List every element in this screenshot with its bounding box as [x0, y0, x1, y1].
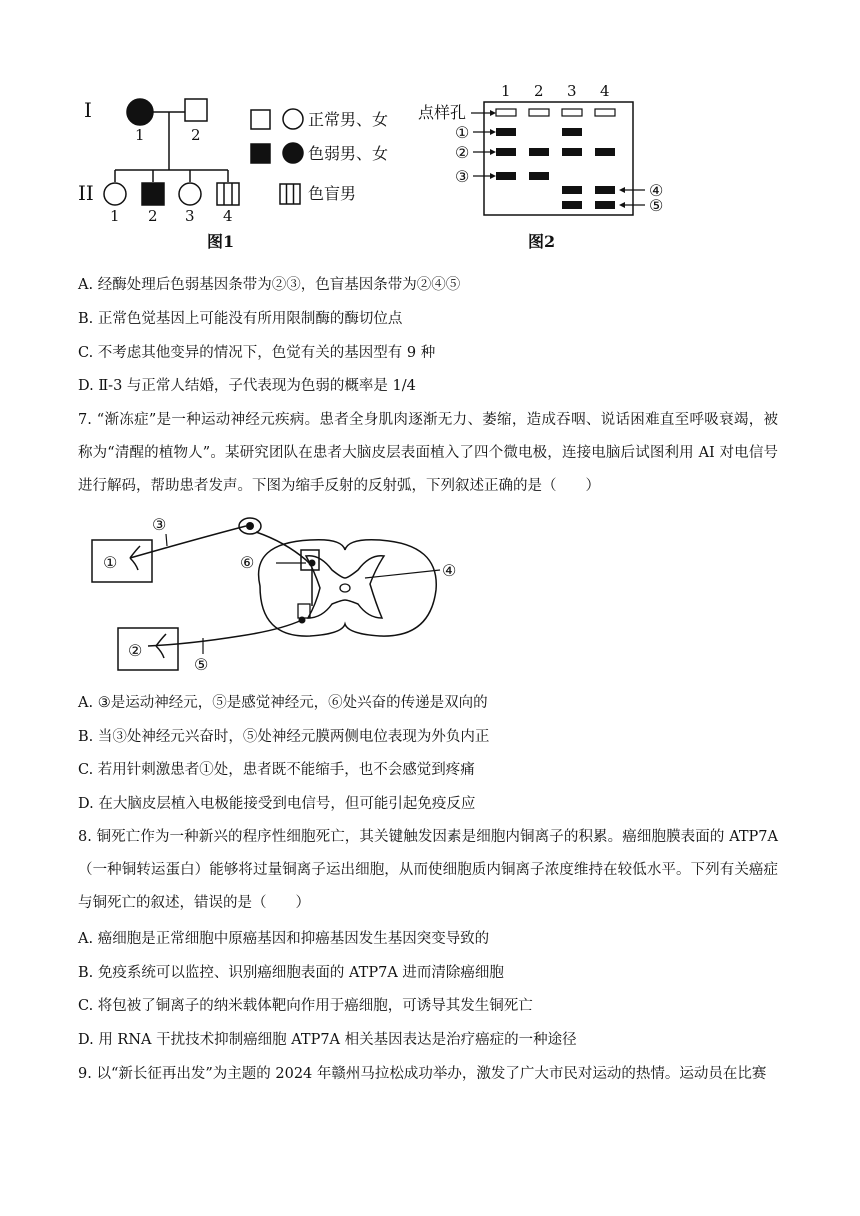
q8-stem: 8. 铜死亡作为一种新兴的程序性细胞死亡，其关键触发因素是细胞内铜离子的积累。癌细胞膜表面的 ATP7A（一种铜转运蛋白）能够将过量铜离子运出细胞，从而使细胞质内铜离子浓度维持在较低水平。下列有关癌症与铜死亡的叙述，错误的是（ ）	[78, 829, 778, 911]
effector-box	[118, 628, 178, 670]
pedigree-II-2-weak-male	[142, 183, 164, 205]
q6-option-a: A. 经酶处理后色弱基因条带为②③，色盲基因条带为②④⑤	[78, 277, 461, 293]
band-label-4: ④	[649, 181, 664, 200]
pedigree-num-II-4: 4	[223, 207, 233, 225]
q9-stem: 9. 以“新长征再出发”为主题的 2024 年赣州马拉松成功举办，激发了广大市民对运动的热情。运动员在比赛	[78, 1066, 767, 1082]
band-lane1-2	[496, 148, 516, 156]
lane-number-1: 1	[501, 82, 511, 100]
legend-weak-label: 色弱男、女	[308, 144, 389, 163]
lane-number-2: 2	[534, 82, 544, 100]
label-3: ③	[152, 515, 167, 534]
receptor-box	[92, 540, 152, 582]
q6-option-c: C. 不考虑其他变异的情况下，色觉有关的基因型有 9 种	[78, 345, 436, 361]
sensory-neuron	[130, 526, 246, 558]
legend-blind-male-symbol	[280, 184, 300, 204]
label-1: ①	[103, 553, 118, 572]
band-lane4-4	[595, 186, 615, 194]
band-lane4-2	[595, 148, 615, 156]
legend-normal-label: 正常男、女	[308, 110, 389, 129]
band-lane1-3	[496, 172, 516, 180]
q8-option-c: C. 将包被了铜离子的纳米载体靶向作用于癌细胞，可诱导其发生铜死亡	[78, 998, 533, 1014]
legend-blind-label: 色盲男	[308, 184, 357, 203]
pedigree-figure	[70, 85, 430, 255]
band-label-2: ②	[455, 143, 470, 162]
arrow-head	[490, 173, 496, 179]
legend-weak-male-symbol	[251, 144, 270, 163]
q7-option-d: D. 在大脑皮层植入电极能接受到电信号，但可能引起免疫反应	[78, 796, 476, 812]
pedigree-II-3-normal-female	[179, 183, 201, 205]
pedigree-I-2-normal-male	[185, 99, 207, 121]
pointer-3	[166, 534, 167, 546]
pedigree-num-II-3: 3	[185, 207, 195, 225]
label-6: ⑥	[240, 553, 255, 572]
legend-normal-male-symbol	[251, 110, 270, 129]
arrow-head	[490, 110, 496, 116]
spinal-cord-outline	[259, 540, 437, 636]
synapse-box	[301, 550, 319, 570]
band-lane2-3	[529, 172, 549, 180]
band-label-3: ③	[455, 167, 470, 186]
arrow-head	[490, 129, 496, 135]
band-lane4-5	[595, 201, 615, 209]
band-label-1: ①	[455, 123, 470, 142]
well-1	[496, 109, 516, 116]
ganglion-cell-body	[246, 522, 254, 530]
sensory-axon	[256, 532, 312, 566]
grey-matter	[306, 556, 384, 618]
reflex-arc-figure	[80, 508, 480, 678]
gel-box	[484, 102, 633, 215]
q7-option-c: C. 若用针刺激患者①处，患者既不能缩手，也不会感觉到疼痛	[78, 762, 475, 778]
pedigree-num-I-2: 2	[191, 126, 201, 144]
q6-option-d: D. Ⅱ-3 与正常人结婚，子代表现为色弱的概率是 1/4	[78, 378, 416, 394]
pedigree-II-1-normal-female	[104, 183, 126, 205]
label-4: ④	[442, 561, 457, 580]
interneuron-body	[309, 560, 316, 567]
q8-option-b: B. 免疫系统可以监控、识别癌细胞表面的 ATP7A 进而清除癌细胞	[78, 965, 504, 981]
arrow-head	[619, 202, 625, 208]
figure2-caption: 图2	[528, 232, 556, 251]
band-lane3-4	[562, 186, 582, 194]
band-lane3-1	[562, 128, 582, 136]
well-label: 点样孔	[418, 103, 467, 122]
well-4	[595, 109, 615, 116]
label-2: ②	[128, 641, 143, 660]
pedigree-II-4-blind-male	[217, 183, 239, 205]
generation-label-1: I	[84, 98, 92, 122]
q7-option-a: A. ③是运动神经元，⑤是感觉神经元，⑥处兴奋的传递是双向的	[78, 695, 488, 711]
band-label-5: ⑤	[649, 196, 664, 215]
q7-stem: 7. “渐冻症”是一种运动神经元疾病。患者全身肌肉逐渐无力、萎缩，造成吞咽、说话困难直至呼吸衰竭，被称为“清醒的植物人”。某研究团队在患者大脑皮层表面植入了四个微电极，连接电脑后试图利用 AI 对电信号进行解码，帮助患者发声。下图为缩手反射的反射弧，下列叙述正确的是（ ）	[78, 412, 778, 494]
q7-option-b: B. 当③处神经元兴奋时，⑤处神经元膜两侧电位表现为外负内正	[78, 729, 490, 745]
pedigree-num-I-1: 1	[135, 126, 145, 144]
q8-option-a: A. 癌细胞是正常细胞中原癌基因和抑癌基因发生基因突变导致的	[78, 931, 490, 947]
label-5: ⑤	[194, 655, 209, 674]
legend-weak-female-symbol	[283, 143, 303, 163]
pedigree-num-II-2: 2	[148, 207, 158, 225]
pedigree-num-II-1: 1	[110, 207, 120, 225]
q6-option-b: B. 正常色觉基因上可能没有所用限制酶的酶切位点	[78, 311, 403, 327]
band-lane3-5	[562, 201, 582, 209]
arrow-head	[490, 149, 496, 155]
central-canal	[340, 584, 350, 592]
legend-normal-female-symbol	[283, 109, 303, 129]
pedigree-I-1-affected-female	[127, 99, 153, 125]
generation-label-2: II	[78, 181, 94, 205]
band-lane2-2	[529, 148, 549, 156]
motor-synapse-box	[298, 604, 310, 618]
lane-number-4: 4	[600, 82, 610, 100]
band-lane1-1	[496, 128, 516, 136]
figure1-caption: 图1	[207, 232, 235, 251]
electrophoresis-figure	[415, 78, 680, 256]
lane-number-3: 3	[567, 82, 577, 100]
band-lane3-2	[562, 148, 582, 156]
arrow-head	[619, 187, 625, 193]
motor-neuron	[148, 620, 302, 646]
well-3	[562, 109, 582, 116]
q8-option-d: D. 用 RNA 干扰技术抑制癌细胞 ATP7A 相关基因表达是治疗癌症的一种途径	[78, 1032, 577, 1048]
well-2	[529, 109, 549, 116]
